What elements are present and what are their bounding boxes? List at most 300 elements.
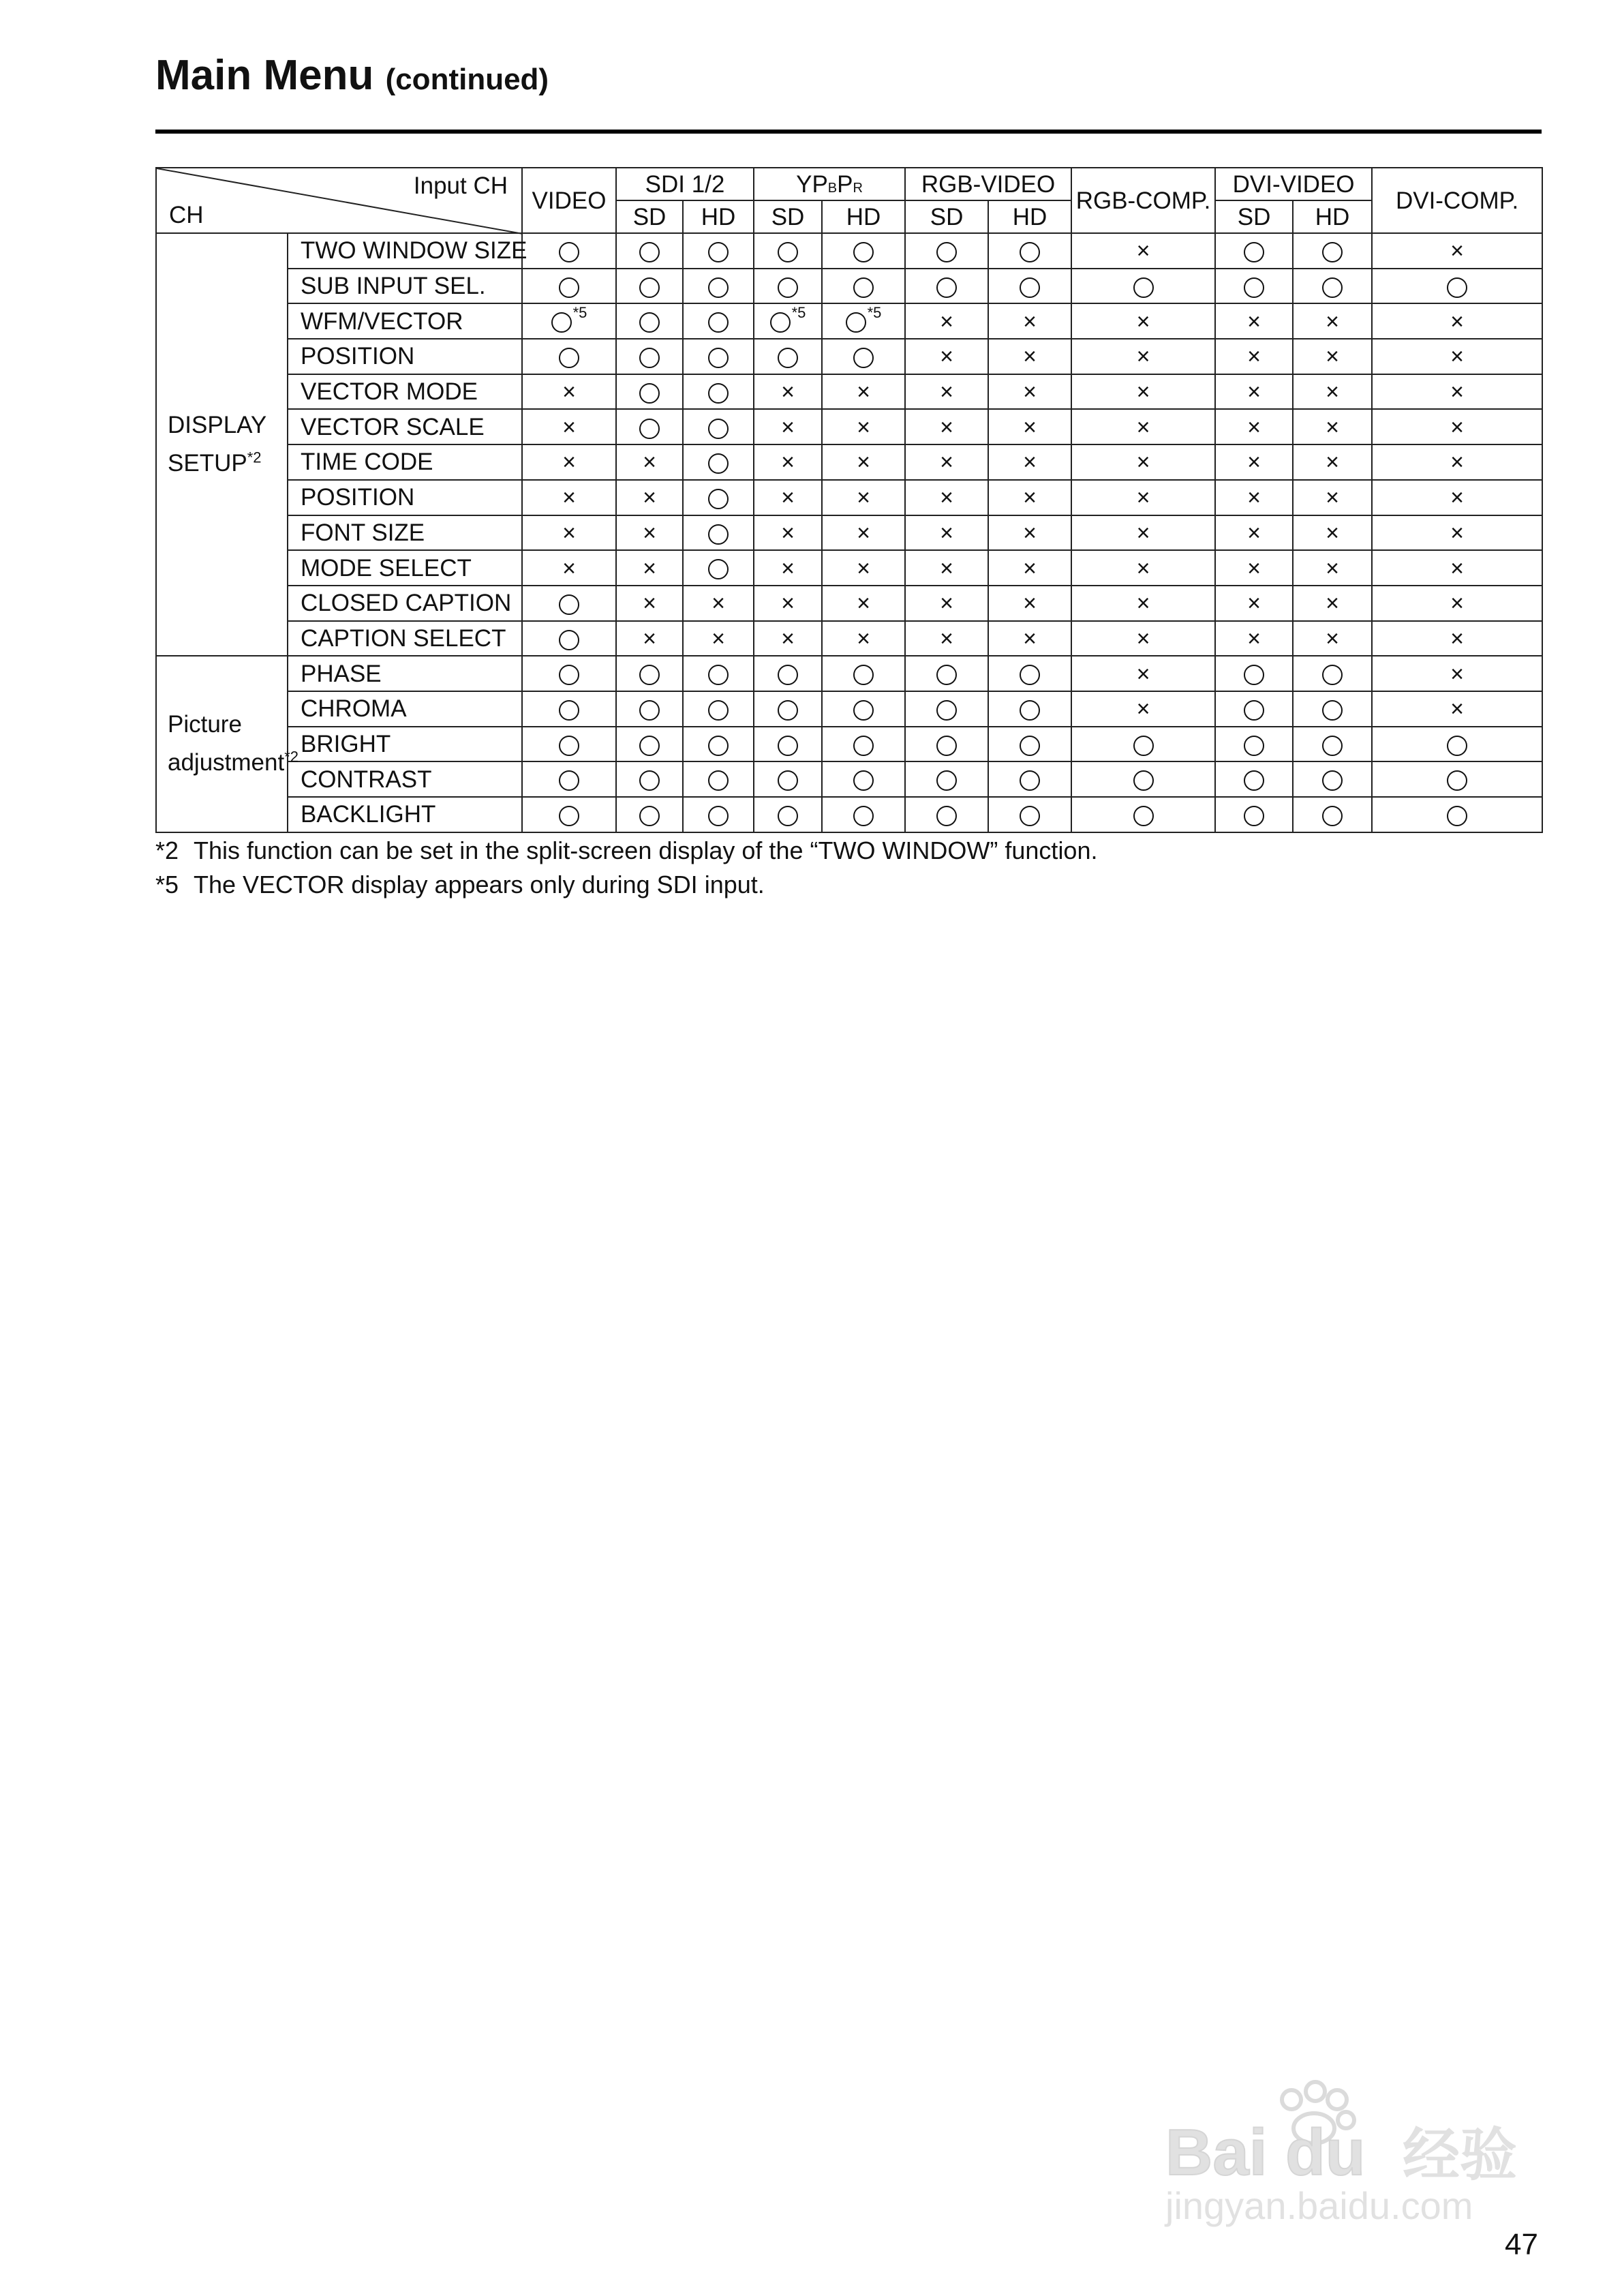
row-label: BRIGHT [288,727,522,762]
available-circle-icon [778,348,798,368]
table-row [156,303,1542,339]
availability-cell [1215,621,1293,656]
availability-cell [905,374,988,410]
unavailable-cross-icon: × [781,590,795,617]
availability-cell [683,621,754,656]
availability-cell [988,550,1071,586]
unavailable-cross-icon: × [857,379,870,406]
footnote-mark: *5 [572,303,587,321]
availability-cell [1293,550,1372,586]
footnote-mark: *5 [867,303,882,321]
availability-cell [905,691,988,727]
availability-cell [1215,550,1293,586]
availability-cell [616,761,683,797]
corner-input-ch-label: Input CH [413,172,508,199]
available-circle-icon [639,419,660,439]
unavailable-cross-icon: × [857,449,870,476]
availability-cell [1215,303,1293,339]
table-row [156,269,1542,304]
available-circle-icon [639,665,660,685]
watermark-url: jingyan.baidu.com [1165,2184,1473,2227]
availability-cell [1372,233,1542,269]
availability-cell [1071,444,1215,480]
unavailable-cross-icon: × [1326,555,1339,581]
unavailable-cross-icon: × [1247,485,1261,511]
unavailable-cross-icon: × [1023,485,1037,511]
unavailable-cross-icon: × [940,308,953,335]
available-circle-icon [778,665,798,685]
unavailable-cross-icon: × [940,379,953,406]
availability-cell [905,303,988,339]
availability-cell [754,761,822,797]
availability-cell [1293,515,1372,551]
availability-cell [683,233,754,269]
available-circle-icon [1447,736,1467,756]
table-row [156,409,1542,444]
available-circle-icon [708,524,729,545]
availability-cell [988,586,1071,621]
availability-cell [1372,691,1542,727]
unavailable-cross-icon: × [940,555,953,581]
row-label: CONTRAST [288,761,522,797]
unavailable-cross-icon: × [562,449,576,476]
available-circle-icon [936,665,957,685]
footnote [155,836,1098,864]
available-circle-icon [778,700,798,721]
footnote-text: This function can be set in the split-screen display of the “TWO WINDOW” function. [194,836,1098,864]
available-circle-icon [708,277,729,298]
unavailable-cross-icon: × [940,590,953,617]
header-rgb-video: RGB-VIDEO [905,168,1071,200]
available-circle-icon [936,770,957,791]
availability-cell [522,550,616,586]
availability-cell [1071,233,1215,269]
available-circle-icon [1133,736,1154,756]
availability-cell [1293,586,1372,621]
availability-cell [1071,269,1215,304]
unavailable-cross-icon: × [1450,414,1464,440]
availability-cell [1372,621,1542,656]
unavailable-cross-icon: × [1326,625,1339,652]
availability-cell [822,727,905,762]
availability-cell [1215,409,1293,444]
available-circle-icon [639,277,660,298]
availability-cell [1071,621,1215,656]
available-circle-icon [559,700,579,721]
available-circle-icon [639,348,660,368]
unavailable-cross-icon: × [940,519,953,546]
availability-cell [1372,761,1542,797]
group-display-line1: DISPLAY [168,412,267,439]
table-body [156,233,1542,832]
availability-cell [988,339,1071,374]
row-label: WFM/VECTOR [288,303,522,339]
availability-cell [616,303,683,339]
availability-cell [905,797,988,832]
availability-cell [1071,656,1215,691]
availability-cell [1215,727,1293,762]
unavailable-cross-icon: × [1136,238,1150,265]
availability-cell [1372,339,1542,374]
availability-cell [1293,269,1372,304]
available-circle-icon [1447,277,1467,298]
availability-cell [1293,727,1372,762]
availability-cell [616,550,683,586]
table-row [156,727,1542,762]
header-dvi-comp: DVI-COMP. [1372,168,1542,233]
availability-cell [754,621,822,656]
row-label: MODE SELECT [288,550,522,586]
availability-cell [1215,233,1293,269]
unavailable-cross-icon: × [781,555,795,581]
available-circle-icon [1244,665,1264,685]
availability-cell [988,233,1071,269]
availability-cell [754,691,822,727]
availability-cell [1293,621,1372,656]
availability-cell [822,303,905,339]
page-title-main: Main Menu [155,52,374,99]
available-circle-icon [1322,665,1343,685]
availability-cell [616,691,683,727]
available-circle-icon [1244,770,1264,791]
availability-cell [822,480,905,515]
footnote-mark: *5 [155,871,179,898]
unavailable-cross-icon: × [1450,519,1464,546]
available-circle-icon [708,559,729,579]
available-circle-icon [853,806,874,826]
available-circle-icon [1020,806,1040,826]
availability-cell [988,515,1071,551]
unavailable-cross-icon: × [1136,485,1150,511]
availability-cell [522,656,616,691]
available-circle-icon [778,277,798,298]
availability-cell [616,727,683,762]
availability-cell [1293,409,1372,444]
available-circle-icon [559,594,579,615]
available-circle-icon [708,419,729,439]
availability-cell [522,515,616,551]
availability-cell [683,409,754,444]
unavailable-cross-icon: × [1450,696,1464,723]
unavailable-cross-icon: × [1326,449,1339,476]
available-circle-icon [639,806,660,826]
unavailable-cross-icon: × [1136,344,1150,370]
availability-cell [522,480,616,515]
available-circle-icon [708,806,729,826]
table-row [156,339,1542,374]
available-circle-icon [936,700,957,721]
menu-availability-table [155,167,1543,833]
available-circle-icon [1020,700,1040,721]
availability-cell [616,339,683,374]
available-circle-icon [1322,242,1343,262]
table-row [156,797,1542,832]
group-picture-adjustment [156,656,299,832]
unavailable-cross-icon: × [1136,555,1150,581]
availability-cell [822,269,905,304]
group-picture-line2: adjustment [168,749,285,776]
availability-cell [1071,339,1215,374]
unavailable-cross-icon: × [1450,344,1464,370]
available-circle-icon [708,665,729,685]
availability-cell [1215,761,1293,797]
availability-cell [522,621,616,656]
unavailable-cross-icon: × [562,379,576,406]
availability-cell [822,550,905,586]
unavailable-cross-icon: × [1450,308,1464,335]
unavailable-cross-icon: × [1247,449,1261,476]
availability-cell [522,727,616,762]
availability-cell [1293,374,1372,410]
unavailable-cross-icon: × [1247,555,1261,581]
availability-cell [616,515,683,551]
availability-cell [1215,515,1293,551]
header-rgb-comp: RGB-COMP. [1071,168,1215,233]
row-label: VECTOR MODE [288,374,522,410]
availability-cell [1071,303,1215,339]
available-circle-icon [1133,770,1154,791]
unavailable-cross-icon: × [1136,379,1150,406]
header-ypbpr-hd: HD [822,200,905,233]
available-circle-icon [936,806,957,826]
availability-cell [1372,480,1542,515]
availability-cell [616,409,683,444]
available-circle-icon [1447,806,1467,826]
availability-cell [1372,515,1542,551]
available-circle-icon [551,312,572,333]
availability-cell [822,515,905,551]
availability-cell [1071,374,1215,410]
available-circle-icon [708,453,729,474]
available-circle-icon [1322,770,1343,791]
unavailable-cross-icon: × [781,414,795,440]
availability-cell [905,444,988,480]
availability-cell [1372,269,1542,304]
unavailable-cross-icon: × [940,344,953,370]
unavailable-cross-icon: × [643,519,656,546]
availability-cell [822,621,905,656]
availability-cell [1293,691,1372,727]
unavailable-cross-icon: × [643,555,656,581]
header-dvi-video: DVI-VIDEO [1215,168,1372,200]
group-display-line2: SETUP [168,450,247,477]
availability-cell [1293,444,1372,480]
available-circle-icon [708,489,729,509]
ypbpr-r: R [853,180,863,196]
availability-cell [1293,761,1372,797]
unavailable-cross-icon: × [1247,590,1261,617]
availability-cell [1071,727,1215,762]
unavailable-cross-icon: × [940,414,953,440]
baidu-watermark [1152,2072,1533,2229]
available-circle-icon [559,806,579,826]
header-ypbpr [754,168,905,200]
availability-cell [522,761,616,797]
available-circle-icon [853,700,874,721]
unavailable-cross-icon: × [1326,485,1339,511]
available-circle-icon [1133,806,1154,826]
available-circle-icon [1322,700,1343,721]
available-circle-icon [853,665,874,685]
availability-cell [905,656,988,691]
available-circle-icon [1322,736,1343,756]
header-sdi: SDI 1/2 [616,168,754,200]
unavailable-cross-icon: × [1023,590,1037,617]
availability-cell [822,656,905,691]
footnote-text: The VECTOR display appears only during SDI input. [194,871,765,898]
availability-cell [1372,586,1542,621]
row-label: SUB INPUT SEL. [288,269,522,304]
availability-cell [522,691,616,727]
unavailable-cross-icon: × [1023,379,1037,406]
unavailable-cross-icon: × [1136,696,1150,723]
unavailable-cross-icon: × [781,379,795,406]
unavailable-cross-icon: × [711,590,725,617]
availability-cell [822,444,905,480]
availability-cell [988,409,1071,444]
corner-ch-label: CH [169,202,204,228]
availability-cell [1215,586,1293,621]
watermark-brand: Bai du [1165,2116,1366,2189]
unavailable-cross-icon: × [1136,661,1150,687]
availability-cell [822,233,905,269]
header-dvi-video-sd: SD [1215,200,1293,233]
availability-cell [683,480,754,515]
ypbpr-p: P [837,170,853,198]
row-label: BACKLIGHT [288,797,522,832]
availability-cell [683,727,754,762]
available-circle-icon [1133,277,1154,298]
availability-cell [1215,374,1293,410]
group-picture-line1: Picture [168,711,242,738]
availability-cell [522,409,616,444]
unavailable-cross-icon: × [1450,485,1464,511]
availability-cell [754,586,822,621]
availability-cell [988,727,1071,762]
availability-cell [1215,444,1293,480]
availability-cell [905,480,988,515]
available-circle-icon [778,806,798,826]
availability-cell [905,233,988,269]
availability-cell [616,444,683,480]
availability-cell [683,550,754,586]
availability-cell [1215,480,1293,515]
page-title [155,52,549,99]
footnote-mark: *2 [155,836,179,864]
available-circle-icon [1244,806,1264,826]
availability-cell [822,339,905,374]
availability-cell [905,621,988,656]
unavailable-cross-icon: × [562,519,576,546]
unavailable-cross-icon: × [1450,449,1464,476]
table-row [156,233,1542,269]
availability-cell [988,761,1071,797]
available-circle-icon [1244,277,1264,298]
availability-cell [522,303,616,339]
unavailable-cross-icon: × [1326,308,1339,335]
availability-cell [522,233,616,269]
available-circle-icon [639,700,660,721]
table-row [156,656,1542,691]
available-circle-icon [559,277,579,298]
table-corner-header [156,168,522,233]
availability-cell [683,374,754,410]
availability-cell [754,480,822,515]
available-circle-icon [639,770,660,791]
availability-cell [754,374,822,410]
page-title-suffix: (continued) [385,63,549,96]
availability-cell [1215,691,1293,727]
availability-cell [683,339,754,374]
availability-cell [522,269,616,304]
availability-cell [988,303,1071,339]
availability-cell [1215,656,1293,691]
header-rgb-video-sd: SD [905,200,988,233]
availability-cell [1215,269,1293,304]
availability-cell [616,374,683,410]
availability-cell [683,761,754,797]
available-circle-icon [853,736,874,756]
row-label: POSITION [288,480,522,515]
unavailable-cross-icon: × [1023,344,1037,370]
title-rule [155,130,1542,134]
unavailable-cross-icon: × [1136,590,1150,617]
availability-cell [1071,691,1215,727]
unavailable-cross-icon: × [940,485,953,511]
unavailable-cross-icon: × [1023,414,1037,440]
available-circle-icon [770,312,791,333]
unavailable-cross-icon: × [1247,344,1261,370]
table-row [156,621,1542,656]
availability-cell [1071,797,1215,832]
available-circle-icon [1322,806,1343,826]
unavailable-cross-icon: × [562,414,576,440]
header-video: VIDEO [522,168,616,233]
unavailable-cross-icon: × [1023,555,1037,581]
available-circle-icon [639,242,660,262]
unavailable-cross-icon: × [1136,625,1150,652]
unavailable-cross-icon: × [1023,449,1037,476]
unavailable-cross-icon: × [1450,379,1464,406]
available-circle-icon [708,700,729,721]
unavailable-cross-icon: × [1136,449,1150,476]
availability-cell [616,797,683,832]
availability-cell [988,691,1071,727]
available-circle-icon [853,770,874,791]
unavailable-cross-icon: × [1247,625,1261,652]
unavailable-cross-icon: × [1136,414,1150,440]
availability-cell [616,586,683,621]
unavailable-cross-icon: × [857,485,870,511]
availability-cell [1071,409,1215,444]
watermark-suffix: 经验 [1403,2121,1518,2188]
row-label: CAPTION SELECT [288,621,522,656]
unavailable-cross-icon: × [781,449,795,476]
availability-cell [1071,480,1215,515]
available-circle-icon [559,242,579,262]
ypbpr-y: YP [796,170,828,198]
unavailable-cross-icon: × [1136,308,1150,335]
available-circle-icon [778,242,798,262]
unavailable-cross-icon: × [562,555,576,581]
unavailable-cross-icon: × [711,625,725,652]
availability-cell [754,269,822,304]
available-circle-icon [1244,736,1264,756]
available-circle-icon [936,242,957,262]
page-number: 47 [1505,2228,1538,2261]
availability-cell [905,761,988,797]
unavailable-cross-icon: × [1326,414,1339,440]
